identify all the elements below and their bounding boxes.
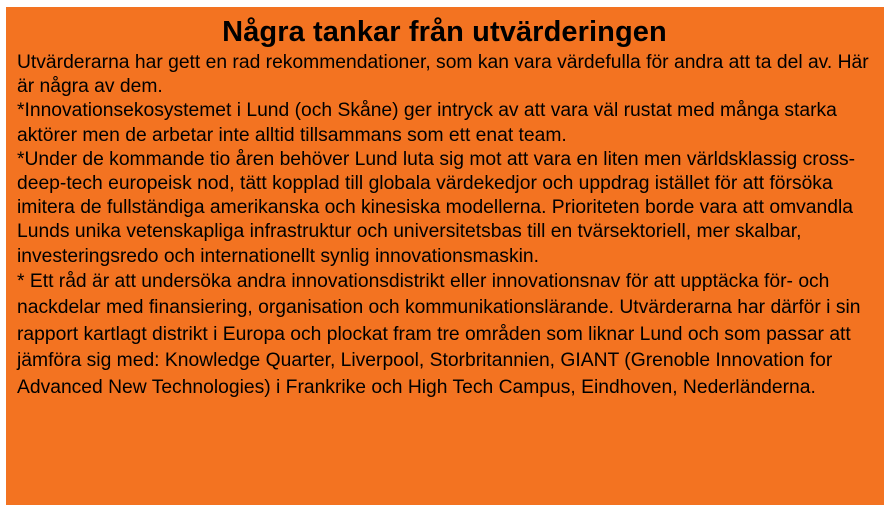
- recommendation-deep-tech-node: *Under de kommande tio åren behöver Lund luta sig mot att vara en liten men världsklassig cross-deep-tech europeisk nod, tätt kopplad till globala värdekedjor och uppdrag istället för att försöka imitera de fullständiga amerikanska och kinesiska modellerna. Prioriteten borde vara att omvandla Lunds unika vetenskapliga infrastruktur och universitetsbas till en tvärsektoriell, mer skalbar, investeringsredo och internationellt synlig innovationsmaskin.: [17, 148, 856, 267]
- recommendation-innovation-districts: * Ett råd är att undersöka andra innovationsdistrikt eller innovationsnav för att upptäcka för- och nackdelar med finansiering, organisation och kommunikationslärande. Utvärderarna har därför i sin rapport kartlagt distrikt i Europa och plockat fram tre områden som liknar Lund och som passar att jämföra sig med: Knowledge Quarter, Liverpool, Storbritannien, GIANT (Grenoble Innovation for Advanced New Technologies) i Frankrike och High Tech Campus, Eindhoven, Nederländerna.: [17, 270, 861, 398]
- panel-title: Några tankar från utvärderingen: [222, 16, 667, 48]
- intro-paragraph: Utvärderarna har gett en rad rekommendationer, som kan vara värdefulla för andra att ta del av. Här är några av dem.: [17, 52, 869, 98]
- info-panel: [6, 7, 884, 505]
- recommendation-ecosystem: *Innovationsekosystemet i Lund (och Skåne) ger intryck av att vara väl rustat med många starka aktörer men de arbetar inte alltid tillsammans som ett enat team.: [17, 100, 837, 146]
